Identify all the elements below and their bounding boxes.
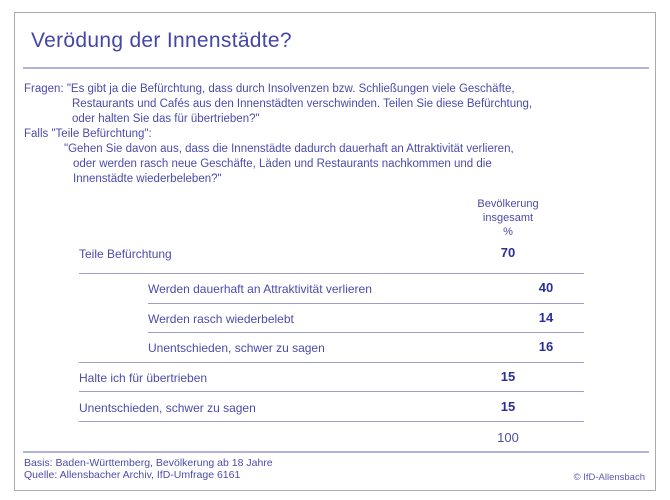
total-value: 100 bbox=[497, 430, 519, 445]
question-line: Restaurants und Cafés aus den Innenstädten verschwinden. Teilen Sie diese Befürchtung, bbox=[72, 98, 533, 110]
row-value: 40 bbox=[538, 280, 554, 295]
question-line: Falls "Teile Befürchtung": bbox=[24, 128, 152, 140]
quelle-note: Quelle: Allensbacher Archiv, IfD-Umfrage 6161 bbox=[24, 469, 241, 481]
row-divider bbox=[148, 332, 584, 333]
slide-frame bbox=[14, 12, 656, 491]
row-divider bbox=[79, 362, 584, 363]
row-label: Werden dauerhaft an Attraktivität verlieren bbox=[148, 282, 372, 296]
question-line: oder halten Sie das für übertrieben?" bbox=[72, 113, 260, 125]
row-label: Teile Befürchtung bbox=[79, 247, 172, 261]
row-divider bbox=[148, 303, 584, 304]
column-header-line: insgesamt bbox=[482, 212, 534, 224]
row-value: 15 bbox=[500, 399, 516, 414]
row-value: 70 bbox=[500, 245, 516, 260]
column-header bbox=[438, 197, 578, 239]
question-line: Fragen: "Es gibt ja die Befürchtung, dass durch Insolvenzen bzw. Schließungen viele Geschäfte, bbox=[24, 83, 515, 95]
column-header-line: Bevölkerung bbox=[477, 198, 539, 210]
row-value: 16 bbox=[538, 339, 554, 354]
copyright-note: © IfD-Allensbach bbox=[573, 472, 645, 483]
column-header-line: % bbox=[503, 226, 513, 238]
row-label: Unentschieden, schwer zu sagen bbox=[148, 341, 325, 355]
row-label: Halte ich für übertrieben bbox=[79, 371, 208, 385]
page-title: Verödung der Innenstädte? bbox=[31, 29, 292, 52]
question-line: "Gehen Sie davon aus, dass die Innenstädte dadurch dauerhaft an Attraktivität verlieren, bbox=[64, 143, 514, 155]
row-divider bbox=[79, 273, 584, 274]
basis-note: Basis: Baden-Württemberg, Bevölkerung ab 18 Jahre bbox=[24, 457, 273, 469]
row-divider bbox=[79, 421, 584, 422]
row-value: 15 bbox=[500, 369, 516, 384]
question-line: oder werden rasch neue Geschäfte, Läden und Restaurants nachkommen und die bbox=[73, 158, 492, 170]
question-line: Innenstädte wiederbeleben?" bbox=[73, 173, 222, 185]
footer-divider bbox=[23, 451, 649, 453]
row-value: 14 bbox=[538, 310, 554, 325]
row-label: Unentschieden, schwer zu sagen bbox=[79, 401, 256, 415]
row-divider bbox=[79, 391, 584, 392]
title-divider bbox=[23, 67, 649, 69]
row-label: Werden rasch wiederbelebt bbox=[148, 312, 294, 326]
